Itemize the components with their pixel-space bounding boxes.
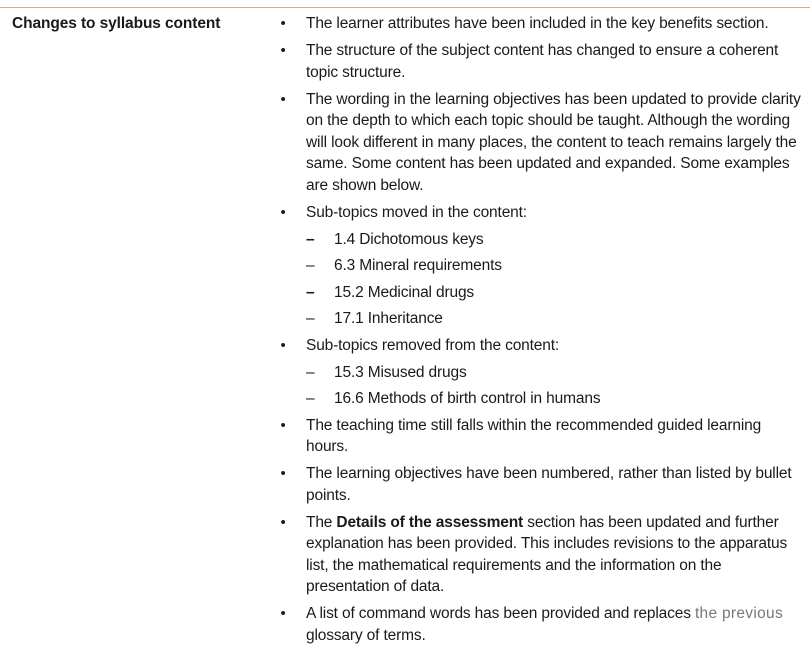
bullet-icon: • [280, 42, 286, 59]
list-item-text-pre: The [306, 513, 337, 531]
list-item [277, 40, 802, 83]
dash-icon: – [306, 390, 315, 407]
sub-list-item-text: 15.2 Medicinal drugs [334, 283, 475, 301]
sub-list-item-text: 6.3 Mineral requirements [334, 257, 502, 274]
dash-icon: – [306, 363, 315, 381]
list-item [277, 202, 802, 224]
bullet-icon: • [280, 336, 286, 354]
bullet-icon: • [280, 605, 286, 622]
list-item-text-post: glossary of terms. [306, 626, 426, 644]
dash-icon: – [306, 310, 315, 327]
list-item-text: The wording in the learning objectives has been updated to provide clarity on the depth to which each topic should be taught. Although the wording will look different in many places, the content to teach remains largely the same. Some content has been updated and expanded. Some examples are shown below. [306, 90, 801, 194]
list-item-text: The teaching time still falls within the recommended guided learning hours. [306, 416, 762, 455]
list-item [277, 335, 802, 357]
details-of-assessment-emphasis: Details of the assessment [336, 513, 524, 531]
list-item [277, 463, 802, 506]
list-item-text: The structure of the subject content has changed to ensure a coherent topic structure. [306, 42, 779, 81]
list-item-text: Sub-topics removed from the content: [306, 336, 560, 354]
bullet-icon: • [280, 203, 286, 221]
dash-icon: – [306, 283, 315, 301]
sub-list-item-text: 17.1 Inheritance [334, 310, 443, 327]
list-item [277, 89, 802, 197]
list-item-text: The learning objectives have been numbered, rather than listed by bullet points. [306, 465, 792, 504]
sub-list-item-text: 15.3 Misused drugs [334, 363, 467, 381]
list-item [277, 13, 802, 35]
dash-icon: – [306, 257, 315, 274]
sub-list-item-text: 16.6 Methods of birth control in humans [334, 390, 601, 407]
list-item-text-pre: A list of command words has been provided and replaces [306, 605, 695, 622]
list-item [277, 512, 802, 598]
sub-list-item [277, 282, 802, 304]
list-item-text: Sub-topics moved in the content: [306, 203, 527, 221]
sub-list-item-text: 1.4 Dichotomous keys [334, 230, 484, 248]
sub-list-item [277, 388, 802, 410]
faded-text: the previous [694, 605, 783, 622]
sub-list-item [277, 229, 802, 251]
sub-list-item [277, 255, 802, 277]
section-heading: Changes to syllabus content [12, 15, 221, 32]
top-divider [0, 7, 810, 8]
sub-list-item [277, 362, 802, 384]
bullet-icon: • [280, 90, 286, 108]
list-item-text: The learner attributes have been included in the key benefits section. [306, 15, 769, 32]
list-item [277, 603, 802, 646]
list-item-text [306, 605, 783, 644]
changes-list [277, 13, 802, 652]
list-item-text-post: section has been updated and further explanation has been provided. This includes revisions to the apparatus list, the mathematical requirements and the information on the presentation of data. [306, 513, 788, 595]
dash-icon: – [306, 230, 315, 248]
sub-list-item [277, 308, 802, 330]
bullet-icon: • [280, 416, 286, 434]
bullet-icon: • [280, 465, 286, 482]
list-item [277, 415, 802, 458]
bullet-icon: • [280, 15, 286, 32]
list-item-text [306, 514, 787, 596]
bullet-icon: • [280, 513, 286, 531]
